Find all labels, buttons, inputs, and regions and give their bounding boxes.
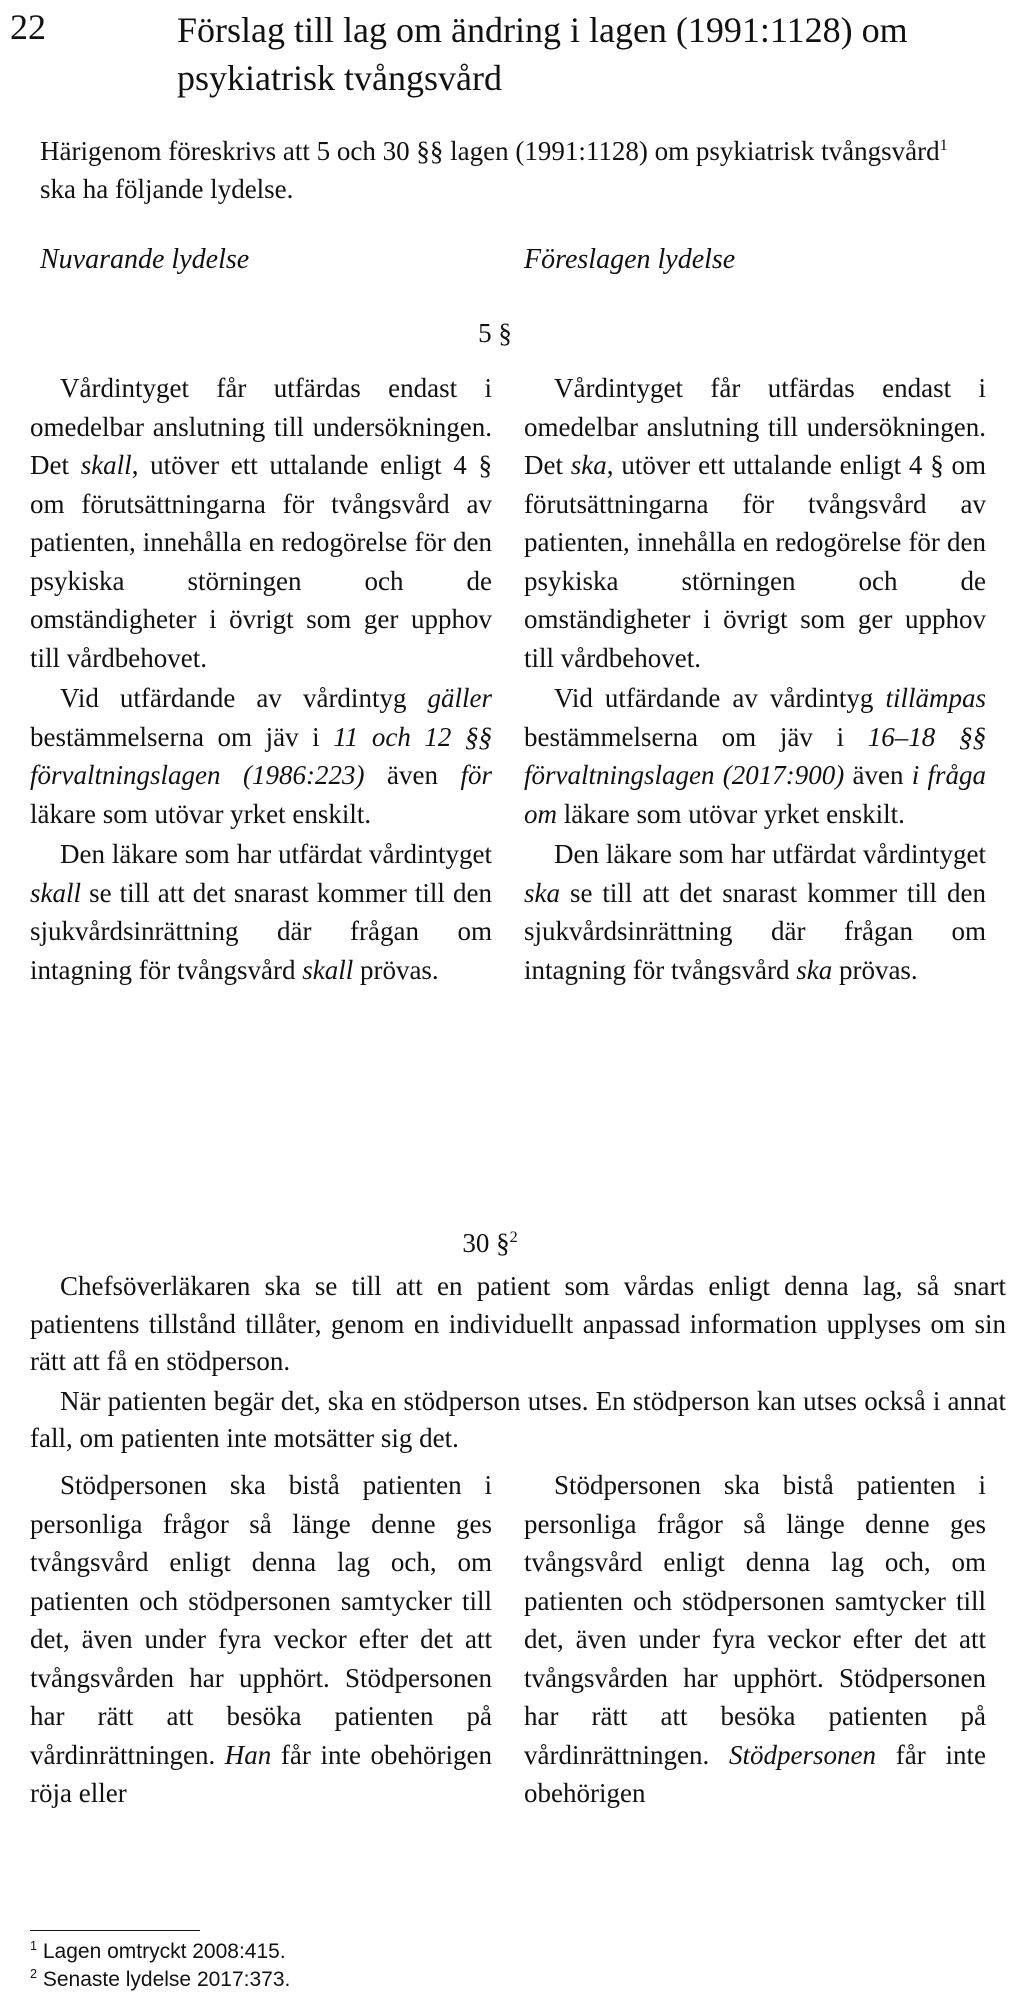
section-30-label: 30 §$^2$: [462, 1228, 518, 1258]
paragraph: Den läkare som har utfärdat vårdintyget ska se till att det snarast kommer till den sjukvårdsinrättning där frågan om intagning för tvångsvård ska prövas.: [524, 839, 986, 985]
paragraph: Stödpersonen ska bistå patienten i personliga frågor så länge denne ges tvångsvård enligt denna lag och, om patienten och stödpersonen samtycker till det, även under fyra veckor efter det att tvångsvården har upphört. Stödpersonen har rätt att besöka patienten på vårdinrättningen. Stödpersonen får inte obehörigen: [524, 1470, 986, 1808]
amended-word: tillämpas: [885, 683, 986, 713]
footnote-2: $^2$ Senaste lydelse 2017:373.: [30, 1967, 291, 1991]
amended-word: 11 och 12 §§ förvaltningslagen (1986:223): [30, 721, 493, 790]
amended-word: i fråga om: [524, 760, 987, 829]
paragraph: Vid utfärdande av vårdintyg gäller bestämmelserna om jäv i 11 och 12 §§ förvaltningslagen (1986:223) även för läkare som utövar yrket enskilt.: [30, 683, 493, 829]
amended-word: gäller: [427, 683, 492, 713]
section-30-proposed-text: [524, 1466, 986, 1856]
footnote-ref-1: 1: [939, 136, 948, 154]
amended-word: ska: [796, 954, 833, 985]
footnote-divider: [30, 1930, 200, 1931]
intro-paragraph: [40, 132, 990, 208]
amended-word: Stödpersonen: [728, 1739, 876, 1770]
page-title: Förslag till lag om ändring i lagen (1991:1128) om psykiatrisk tvångsvård: [177, 10, 908, 98]
paragraph: Chefsöverläkaren ska se till att en patient som vårdas enligt denna lag, så snart patientens tillstånd tillåter, genom en individuellt anpassad information upplyses om sin rätt att få en stödperson.: [30, 1271, 1006, 1376]
paragraph: Vårdintyget får utfärdas endast i omedelbar anslutning till undersökningen. Det skall, utöver ett uttalande enligt 4 § om förutsättningarna för tvångsvård av patienten, innehålla en redogörelse för den psykiska störningen och de omständigheter i övrigt som ger upphov till vårdbehovet.: [30, 373, 492, 673]
page-number: 22: [10, 7, 46, 47]
section-5-proposed-text: [524, 369, 986, 989]
amended-word: skall: [302, 954, 354, 985]
amended-word: för: [460, 760, 492, 790]
amended-word: 16–18 §§ förvaltningslagen (2017:900): [524, 721, 987, 790]
section-30-common-text: [30, 1268, 1006, 1458]
intro-text-end: ska ha följande lydelse.: [40, 174, 294, 204]
amended-word: ska: [524, 877, 560, 908]
paragraph: Vårdintyget får utfärdas endast i omedelbar anslutning till undersökningen. Det ska, utöver ett uttalande enligt 4 § om förutsättningarna för tvångsvård av patienten, innehålla en redogörelse för den psykiska störningen och de omständigheter i övrigt som ger upphov till vårdbehovet.: [524, 373, 986, 673]
footnote-ref-2: 2: [509, 1228, 518, 1246]
column-heading-proposed: Föreslagen lydelse: [524, 244, 736, 275]
amended-word: skall: [30, 877, 81, 908]
section-5-label: 5 §: [478, 318, 512, 348]
section-30-current-text: [30, 1466, 492, 1856]
amended-word: skall: [80, 450, 132, 480]
amended-word: ska: [570, 450, 607, 480]
footnote-1: $^1$ Lagen omtryckt 2008:415.: [30, 1939, 286, 1963]
column-heading-current: Nuvarande lydelse: [40, 244, 250, 275]
amended-word: Han: [224, 1739, 272, 1770]
paragraph: Vid utfärdande av vårdintyg tillämpas bestämmelserna om jäv i 16–18 §§ förvaltningslagen (2017:900) även i fråga om läkare som utövar yrket enskilt.: [524, 683, 987, 829]
intro-text: Härigenom föreskrivs att 5 och 30 §§ lagen (1991:1128) om psykiatrisk tvångsvård: [40, 136, 940, 166]
paragraph: Stödpersonen ska bistå patienten i personliga frågor så länge denne ges tvångsvård enligt denna lag och, om patienten och stödpersonen samtycker till det, även under fyra veckor efter det att tvångsvården har upphört. Stödpersonen har rätt att besöka patienten på vårdinrättningen. Han får inte obehörigen röja eller: [30, 1470, 492, 1808]
paragraph: När patienten begär det, ska en stödperson utses. En stödperson kan utses också i annat fall, om patienten inte motsätter sig det.: [30, 1385, 1006, 1453]
section-5-current-text: [30, 369, 492, 989]
paragraph: Den läkare som har utfärdat vårdintyget skall se till att det snarast kommer till den sjukvårdsinrättning där frågan om intagning för tvångsvård skall prövas.: [30, 839, 492, 985]
